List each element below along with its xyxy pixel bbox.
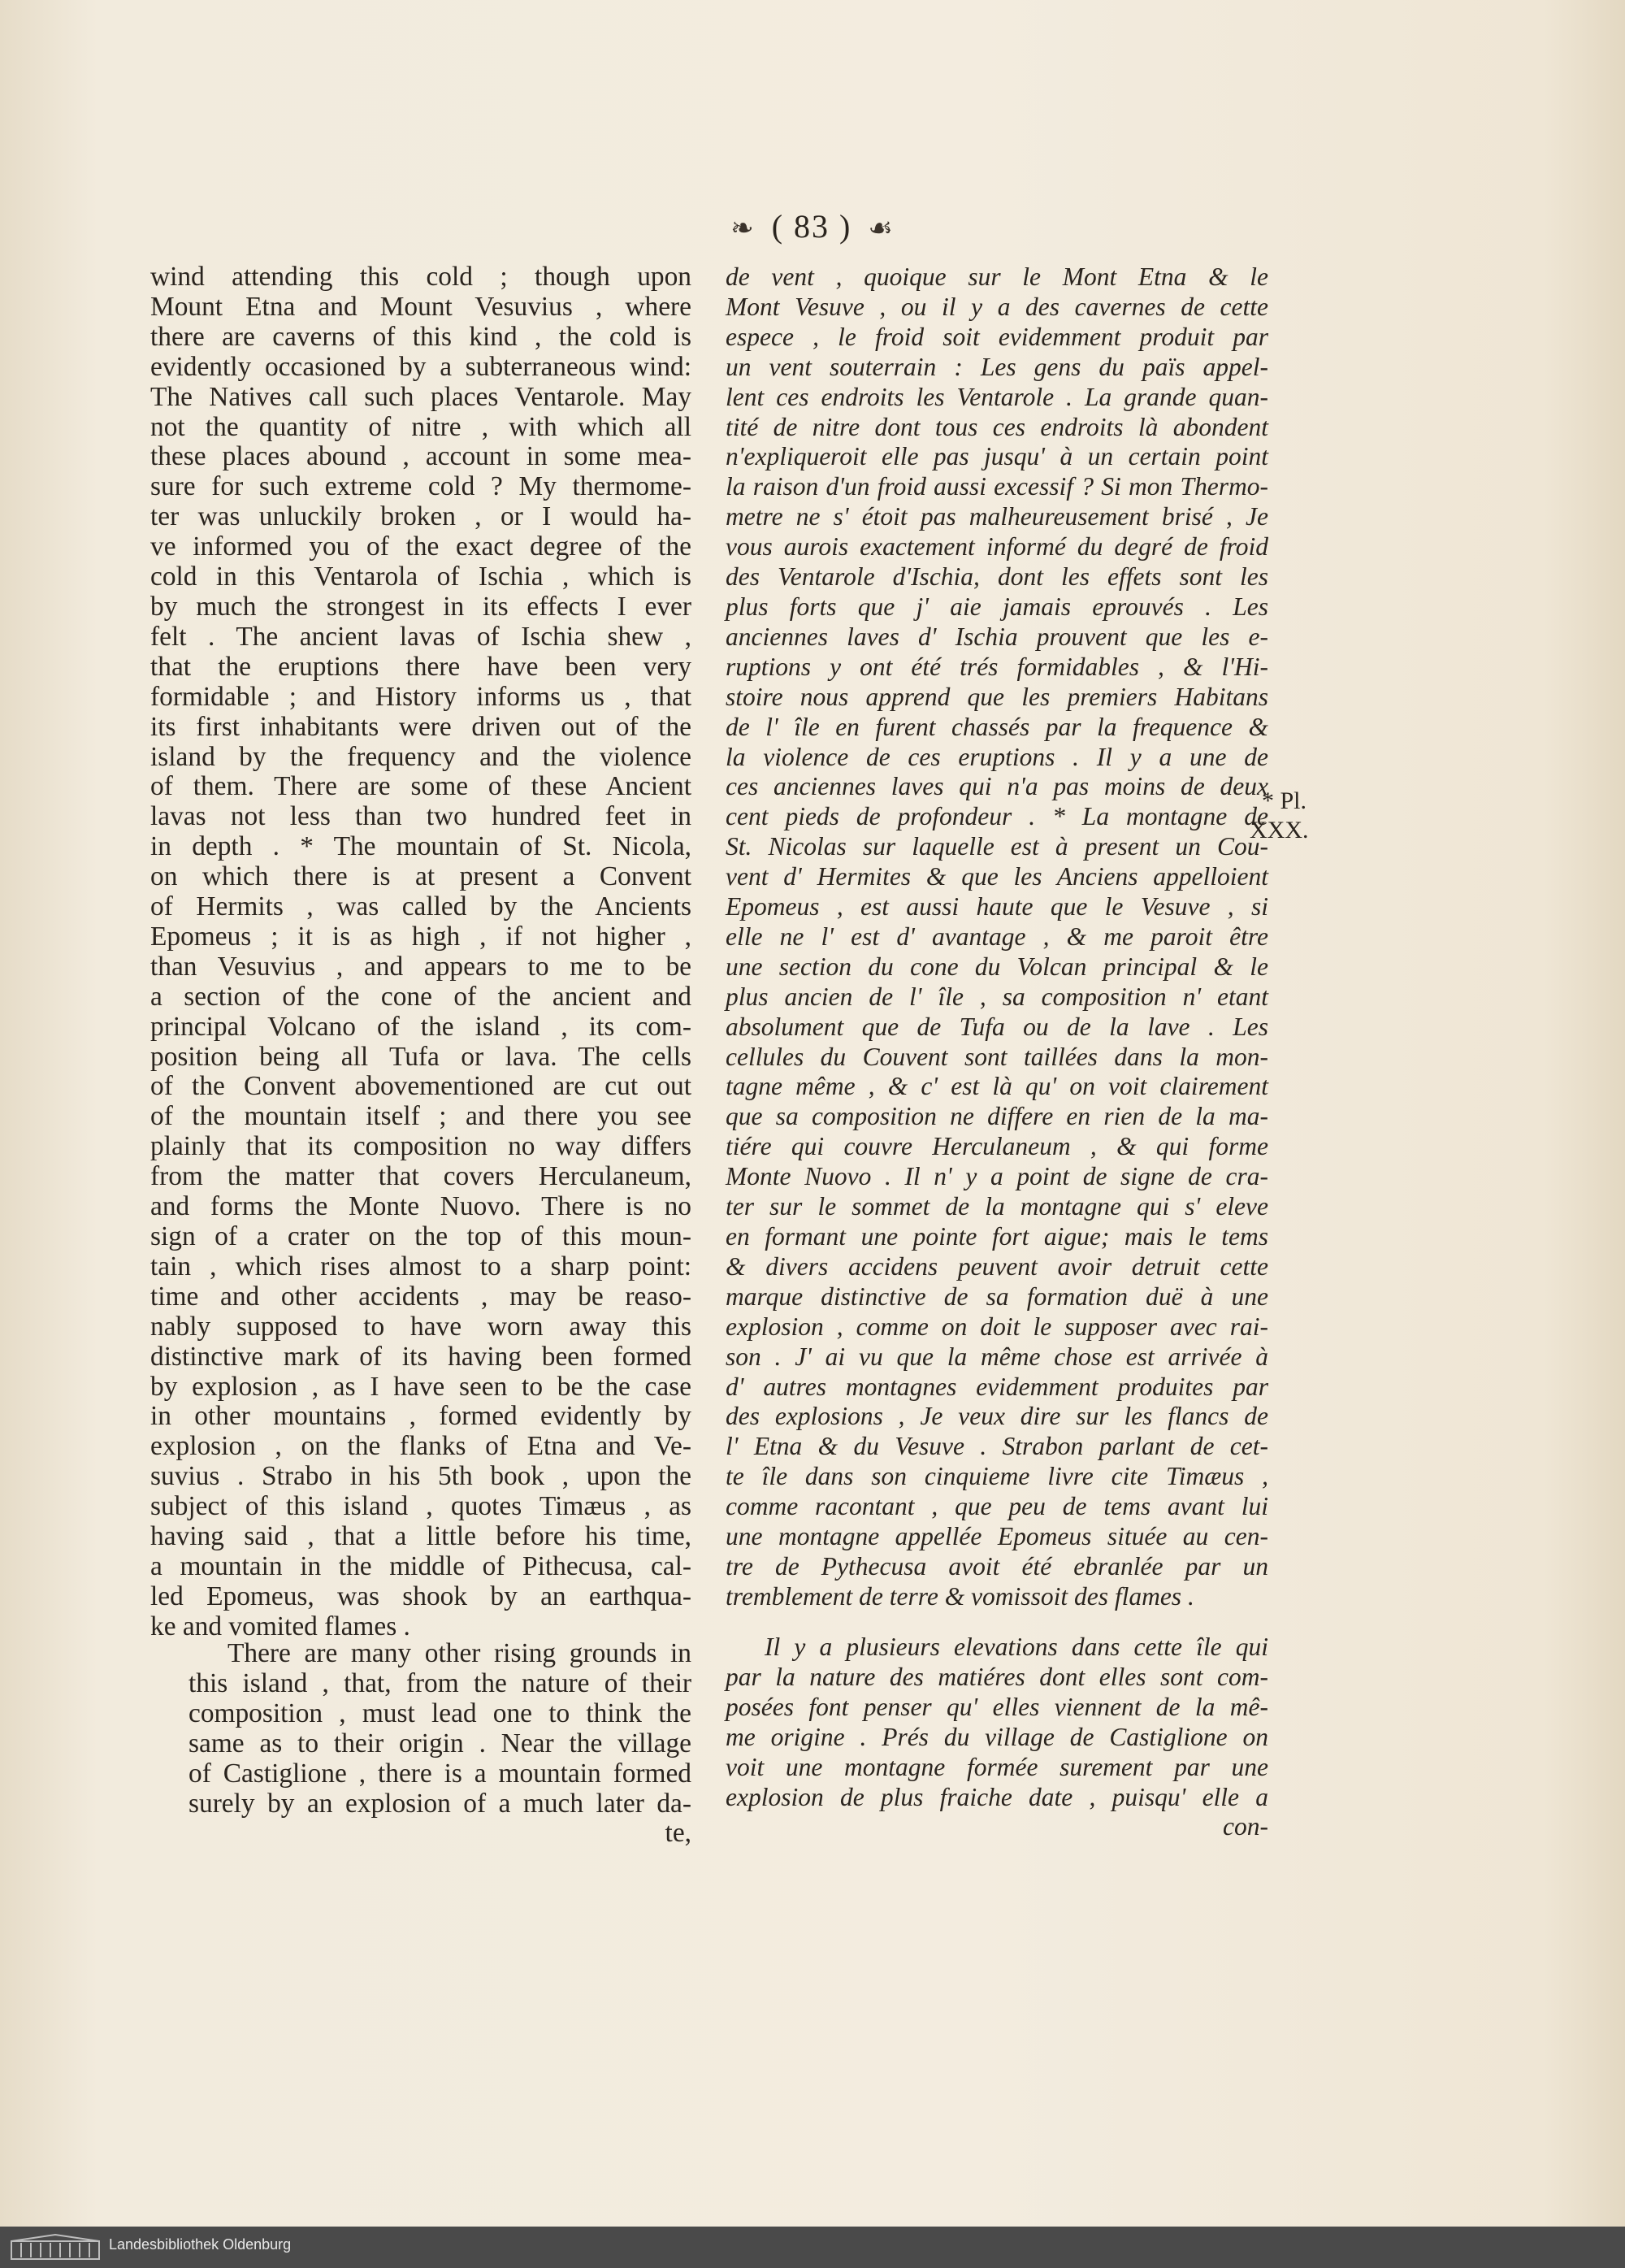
text-line: vous aurois exactement informé du degré de froid [726, 532, 1268, 562]
text-line: having said , that a little before his time, [150, 1521, 691, 1552]
text-line: n'expliqueroit elle pas jusqu' à un certain point [726, 442, 1268, 471]
text-line: distinctive mark of its having been formed [150, 1341, 691, 1372]
text-line: posées font penser qu' elles viennent de la mê- [726, 1692, 1268, 1721]
text-line: there are caverns of this kind , the cold is [150, 321, 691, 352]
text-line: on which there is at present a Convent [150, 861, 691, 892]
ornament-right-icon: ☙ [868, 214, 895, 244]
text-line: un vent souterrain : Les gens du païs appel- [726, 352, 1268, 381]
text-line: Mont Vesuve , ou il y a des cavernes de cette [726, 292, 1268, 321]
text-line: and forms the Monte Nuovo. There is no [150, 1191, 691, 1222]
text-line: ter was unluckily broken , or I would ha- [150, 501, 691, 532]
french-paragraph-2 [726, 1633, 1268, 1842]
text-line: la violence de ces eruptions . Il y a une de [726, 742, 1268, 771]
text-line: formidable ; and History informs us , that [150, 681, 691, 712]
text-line: a mountain in the middle of Pithecusa, cal- [150, 1550, 691, 1581]
text-line: wind attending this cold ; though upon [150, 262, 691, 292]
text-line: principal Volcano of the island , its com- [150, 1011, 691, 1042]
text-line: Epomeus , est aussi haute que le Vesuve , si [726, 892, 1268, 922]
text-line: Monte Nuovo . Il n' y a point de signe de cra- [726, 1162, 1268, 1191]
text-line: metre ne s' étoit pas malheureusement brisé , Je [726, 502, 1268, 531]
text-line: not the quantity of nitre , with which all [150, 411, 691, 442]
text-line: nably supposed to have worn away this [150, 1311, 691, 1342]
text-line: une section du cone du Volcan principal & le [726, 952, 1268, 981]
text-line: de l' île en furent chassés par la frequence & [726, 712, 1268, 741]
text-line: plus ancien de l' île , sa composition n' etant [726, 982, 1268, 1011]
text-line: plainly that its composition no way differs [150, 1131, 691, 1162]
text-line: l' Etna & du Vesuve . Strabon parlant de cet- [726, 1432, 1268, 1461]
text-line: stoire nous apprend que les premiers Habitans [726, 682, 1268, 711]
text-line: d' autres montagnes evidemment produites par [726, 1372, 1268, 1401]
text-line: tre de Pythecusa avoit été ebranlée par un [726, 1551, 1268, 1581]
plate-note-line-2: XXX. [1250, 817, 1309, 843]
text-line: than Vesuvius , and appears to me to be [150, 951, 691, 982]
text-line: comme racontant , que peu de tems avant lui [726, 1492, 1268, 1521]
text-line: anciennes laves d' Ischia prouvent que les e- [726, 622, 1268, 651]
text-line: sure for such extreme cold ? My thermome- [150, 471, 691, 502]
text-line: ces anciennes laves qui n'a pas moins de deux [726, 772, 1268, 801]
text-line: island by the frequency and the violence [150, 741, 691, 772]
text-line: these places abound , account in some mea- [150, 441, 691, 472]
text-line: une montagne appellée Epomeus située au cen- [726, 1522, 1268, 1551]
text-line: espece , le froid soit evidemment produit par [726, 322, 1268, 351]
text-line: cellules du Couvent sont taillées dans la mon- [726, 1042, 1268, 1071]
text-line: cent pieds de profondeur . * La montagne de [726, 802, 1268, 831]
text-line: felt . The ancient lavas of Ischia shew , [150, 621, 691, 652]
french-column [726, 262, 1268, 1612]
text-line: tremblement de terre & vomissoit des flames . [726, 1581, 1194, 1611]
text-line: from the matter that covers Herculaneum, [150, 1161, 691, 1192]
text-line: Epomeus ; it is as high , if not higher , [150, 921, 691, 952]
text-line: con- [1223, 1812, 1268, 1841]
library-name: Landesbibliothek Oldenburg [109, 2236, 292, 2253]
library-building-icon [10, 2233, 101, 2261]
ornament-left-icon: ❧ [730, 214, 756, 244]
text-line: of the mountain itself ; and there you see [150, 1101, 691, 1132]
plate-reference-note [1250, 787, 1309, 845]
text-line: elle ne l' est d' avantage , & me paroit être [726, 922, 1268, 951]
text-line: by explosion , as I have seen to be the case [150, 1371, 691, 1402]
text-line: son . J' ai vu que la même chose est arrivée à [726, 1342, 1268, 1371]
text-line: its first inhabitants were driven out of the [150, 711, 691, 742]
text-line: des Ventarole d'Ischia, dont les effets sont les [726, 562, 1268, 592]
text-line: Il y a plusieurs elevations dans cette île qui [765, 1633, 1268, 1661]
text-line: que sa composition ne differe en rien de la ma- [726, 1102, 1268, 1131]
text-line: surely by an explosion of a much later da- [188, 1788, 691, 1819]
text-line: in other mountains , formed evidently by [150, 1401, 691, 1432]
text-line: of the Convent abovementioned are cut out [150, 1071, 691, 1102]
text-line: des explosions , Je veux dire sur les flancs de [726, 1402, 1268, 1431]
text-line: tain , which rises almost to a sharp point: [150, 1251, 691, 1281]
plate-note-line-1: * Pl. [1261, 787, 1306, 814]
text-line: plus forts que j' aie jamais eprouvés . Les [726, 592, 1268, 621]
text-line: suvius . Strabo in his 5th book , upon the [150, 1461, 691, 1492]
text-line: time and other accidents , may be reaso- [150, 1281, 691, 1312]
text-line: of Hermits , was called by the Ancients [150, 891, 691, 922]
text-line: te île dans son cinquieme livre cite Timæus , [726, 1462, 1268, 1491]
text-line: cold in this Ventarola of Ischia , which is [150, 562, 691, 592]
text-line: ve informed you of the exact degree of the [150, 531, 691, 562]
text-line: that the eruptions there have been very [150, 651, 691, 682]
text-line: & divers accidens peuvent avoir detruit cette [726, 1251, 1268, 1281]
text-line: led Epomeus, was shook by an earthqua- [150, 1581, 691, 1611]
text-line: of them. There are some of these Ancient [150, 771, 691, 802]
page-number: ( 83 ) [771, 208, 852, 245]
page-header [0, 207, 1625, 245]
text-line: la raison d'un froid aussi excessif ? Si mon Thermo- [726, 472, 1268, 501]
text-line: ke and vomited flames . [150, 1611, 410, 1641]
text-line: in depth . * The mountain of St. Nicola, [150, 831, 691, 862]
text-line: explosion , comme on doit le supposer avec rai- [726, 1312, 1268, 1341]
text-line: composition , must lead one to think the [188, 1698, 691, 1728]
text-line: te, [665, 1818, 691, 1849]
text-line: same as to their origin . Near the village [188, 1728, 691, 1758]
text-line: tiére qui couvre Herculaneum , & qui forme [726, 1132, 1268, 1161]
text-line: evidently occasioned by a subterraneous wind: [150, 351, 691, 382]
text-line: par la nature des matiéres dont elles sont com- [726, 1662, 1268, 1691]
text-line: lavas not less than two hundred feet in [150, 801, 691, 832]
text-line: marque distinctive de sa formation duë à une [726, 1281, 1268, 1311]
text-line: sign of a crater on the top of this moun- [150, 1221, 691, 1251]
text-line: position being all Tufa or lava. The cells [150, 1041, 691, 1072]
text-line: explosion , on the flanks of Etna and Ve- [150, 1431, 691, 1462]
text-line: de vent , quoique sur le Mont Etna & le [726, 262, 1268, 291]
text-line: this island , that, from the nature of their [188, 1667, 691, 1698]
text-line: explosion de plus fraiche date , puisqu' elle a [726, 1782, 1268, 1811]
english-column [150, 262, 691, 1642]
text-line: absolument que de Tufa ou de la lave . Les [726, 1012, 1268, 1041]
text-line: subject of this island , quotes Timæus , as [150, 1491, 691, 1522]
text-line: There are many other rising grounds in [228, 1638, 691, 1668]
text-line: Mount Etna and Mount Vesuvius , where [150, 291, 691, 322]
library-footer-bar [0, 2227, 1625, 2268]
text-line: lent ces endroits les Ventarole . La grande quan- [726, 382, 1268, 411]
text-line: en formant une pointe fort aigue; mais le tems [726, 1222, 1268, 1251]
text-line: ruptions y ont été trés formidables , & l'Hi- [726, 652, 1268, 681]
text-line: tagne même , & c' est là qu' on voit clairement [726, 1072, 1268, 1101]
text-line: The Natives call such places Ventarole. May [150, 381, 691, 412]
text-line: of Castiglione , there is a mountain formed [188, 1758, 691, 1789]
text-line: vent d' Hermites & que les Anciens appelloient [726, 862, 1268, 891]
text-line: tité de nitre dont tous ces endroits là abondent [726, 412, 1268, 441]
text-line: me origine . Prés du village de Castiglione on [726, 1722, 1268, 1751]
text-line: voit une montagne formée surement par une [726, 1752, 1268, 1781]
text-line: by much the strongest in its effects I ever [150, 591, 691, 622]
text-line: a section of the cone of the ancient and [150, 981, 691, 1012]
english-paragraph-2 [188, 1639, 691, 1849]
text-line: ter sur le sommet de la montagne qui s' eleve [726, 1192, 1268, 1221]
text-line: St. Nicolas sur laquelle est à present un Cou- [726, 832, 1268, 861]
